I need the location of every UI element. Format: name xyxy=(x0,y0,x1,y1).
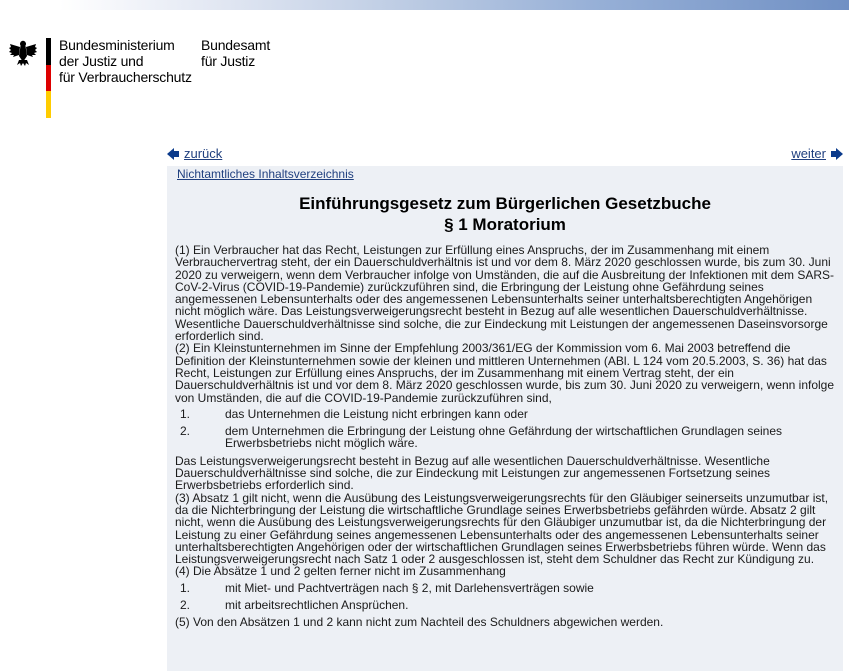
list-number: 2. xyxy=(180,424,191,439)
paragraph-5: (5) Von den Absätzen 1 und 2 kann nicht zum Nachteil des Schuldners abgewichen werden. xyxy=(175,615,664,630)
office-name xyxy=(201,37,270,69)
office-line-1: Bundesamt xyxy=(201,37,271,53)
arrow-left-icon[interactable] xyxy=(167,148,174,160)
ministry-name xyxy=(59,37,192,85)
next-link[interactable]: weiter xyxy=(791,146,826,161)
list-item xyxy=(175,408,835,420)
paragraph-2: (2) Ein Kleinstunternehmen im Sinne der Empfehlung 2003/361/EG der Kommission vom 6. Mai 2003 betreffend die Definition der Kleinstunternehmen sowie der kleinen und mittleren Unternehmen (ABl. L 124 vom 20.5.2003, S. 36) hat das Recht, Leistungen zur Erfüllung eines Anspruchs, der im Zusammenhang mit einem Vertrag steht, der ein Dauerschuldverhältnis ist und vor dem 8. März 2020 geschlossen wurde, bis zum 30. Juni 2020 zu verweigern, wenn infolge von Umständen, die auf die COVID-19-Pandemie zurückzuführen sind, xyxy=(175,341,835,405)
list-text: mit arbeitsrechtlichen Ansprüchen. xyxy=(225,598,409,613)
ministry-line-3: für Verbraucherschutz xyxy=(59,69,192,85)
list-item xyxy=(175,582,835,594)
paragraph-2-continuation: Das Leistungsverweigerungsrecht besteht in Bezug auf alle wesentlichen Dauerschuldverhältnisse. Wesentliche Dauerschuldverhältnisse sind solche, die zur Eindeckung mit Leistungen zur angemessenen Fortsetzung seines Erwerbsbetriebs erforderlich sind. xyxy=(175,453,771,493)
top-gradient-bar xyxy=(0,0,849,10)
list-text: mit Miet- und Pachtverträgen nach § 2, mit Darlehensverträgen sowie xyxy=(225,580,594,595)
table-of-contents-link[interactable]: Nichtamtliches Inhaltsverzeichnis xyxy=(177,167,354,181)
arrow-right-icon[interactable] xyxy=(836,148,843,160)
law-title: Einführungsgesetz zum Bürgerlichen Gesetzbuche xyxy=(299,194,711,213)
law-content-panel xyxy=(167,166,843,671)
paragraph-4: (4) Die Absätze 1 und 2 gelten ferner nicht im Zusammenhang xyxy=(175,564,506,579)
ministry-line-1: Bundesministerium xyxy=(59,37,175,53)
federal-eagle-icon xyxy=(8,38,38,68)
paragraph-1: (1) Ein Verbraucher hat das Recht, Leistungen zur Erfüllung eines Anspruchs, der im Zusammenhang mit einem Verbrauchervertrag steht, der ein Dauerschuldverhältnis ist und vor dem 8. März 2020 geschlossen wurde, bis zum 30. Juni 2020 zu verweigern, wenn dem Verbraucher infolge von Umständen, die auf die Ausbreitung der Infektionen mit dem SARS-CoV-2-Virus (COVID-19-Pandemie) zurückzuführen sind, die Erbringung der Leistung ohne Gefährdung seines angemessenen Lebensunterhalts oder des angemessenen Lebensunterhalts seiner unterhaltsberechtigten Angehörigen nicht möglich wäre. Das Leistungsverweigerungsrecht besteht in Bezug auf alle wesentlichen Dauerschuldverhältnisse. Wesentliche Dauerschuldverhältnisse sind solche, die zur Eindeckung mit Leistungen der angemessenen Daseinsvorsorge erforderlich sind. xyxy=(175,243,835,344)
paragraph-2-list xyxy=(175,408,835,450)
next-nav[interactable] xyxy=(791,146,843,161)
page-navigation xyxy=(167,146,843,166)
list-item xyxy=(175,599,835,611)
list-text: dem Unternehmen die Erbringung der Leistung ohne Gefährdung der wirtschaftlichen Grundlagen seines Erwerbsbetriebs nicht möglich wäre. xyxy=(225,424,783,451)
back-link[interactable]: zurück xyxy=(184,146,223,161)
office-line-2: für Justiz xyxy=(201,53,256,69)
list-text: das Unternehmen die Leistung nicht erbringen kann oder xyxy=(225,406,528,421)
back-nav[interactable] xyxy=(167,146,222,161)
page-title xyxy=(167,193,843,235)
paragraph-4-list xyxy=(175,582,835,612)
list-number: 2. xyxy=(180,598,191,613)
list-number: 1. xyxy=(180,406,191,421)
german-flag-stripe xyxy=(46,38,51,118)
paragraph-3: (3) Absatz 1 gilt nicht, wenn die Ausübung des Leistungsverweigerungsrechts für den Gläubiger seinerseits unzumutbar ist, da die Nichterbringung der Leistung die wirtschaftliche Grundlage seines Erwerbsbetriebs gefährden würde. Absatz 2 gilt nicht, wenn die Ausübung des Leistungsverweigerungsrechts für den Gläubiger unzumutbar ist, da die Nichterbringung der Leistung zu einer Gefährdung seines angemessenen Lebensunterhalts oder des angemessenen Lebensunterhalts seiner unterhaltsberechtigten Angehörigen oder der wirtschaftlichen Grundlagen seines Erwerbsbetriebs führen würde. Wenn das Leistungsverweigerungsrecht nach Satz 1 oder 2 ausgeschlossen ist, steht dem Schuldner das Recht zur Kündigung zu. xyxy=(175,490,829,567)
list-number: 1. xyxy=(180,580,191,595)
ministry-line-2: der Justiz und xyxy=(59,53,144,69)
law-body xyxy=(175,244,835,629)
list-item xyxy=(175,425,835,450)
section-title: § 1 Moratorium xyxy=(444,215,566,234)
